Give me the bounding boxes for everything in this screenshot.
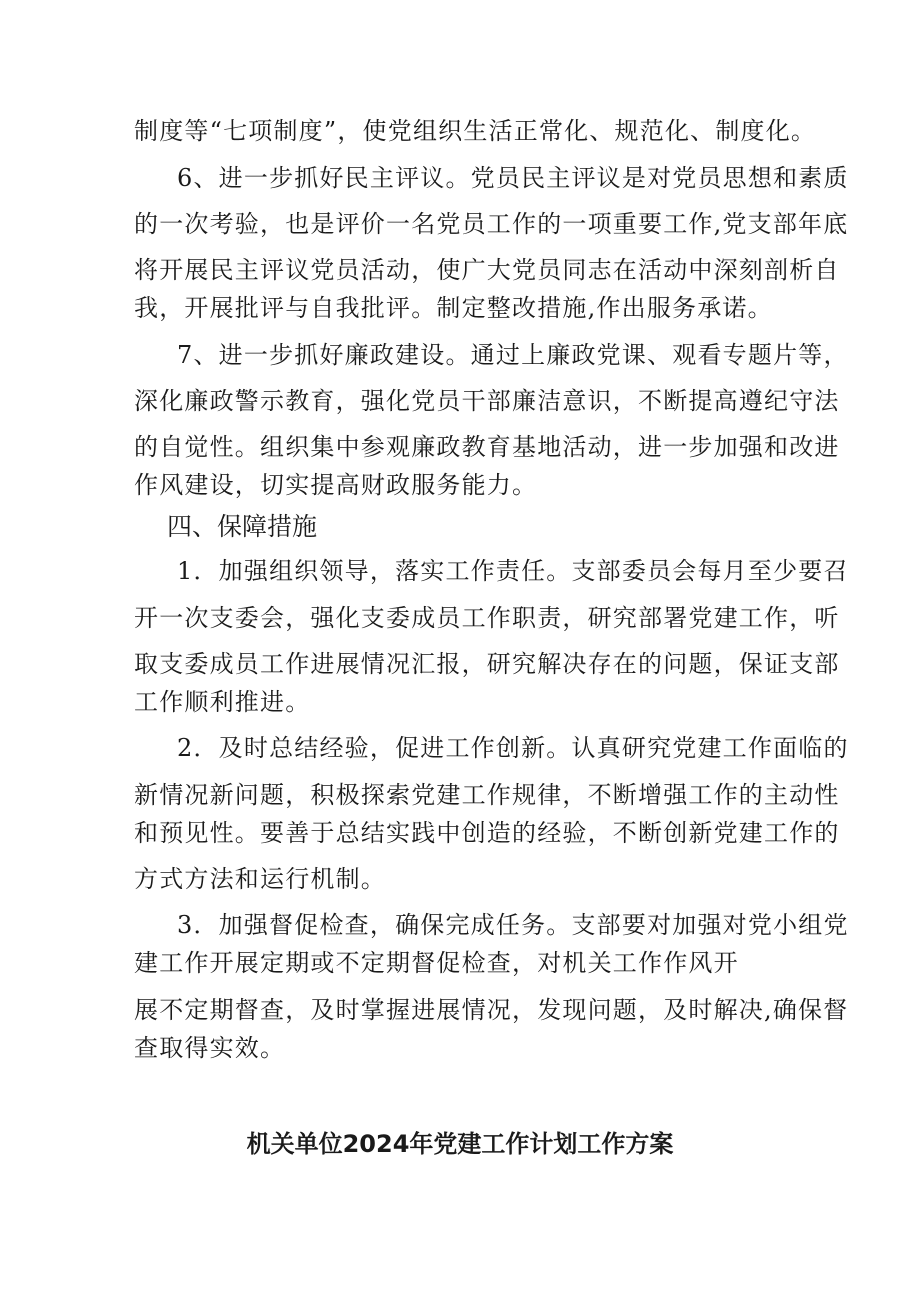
text-line: 建工作开展定期或不定期督促检查，对机关工作作风开 bbox=[134, 949, 739, 977]
text-line: 的自觉性。组织集中参观廉政教育基地活动，进一步加强和改进 bbox=[134, 433, 840, 461]
text-line: 2．及时总结经验，促进工作创新。认真研究党建工作面临的 bbox=[177, 734, 849, 762]
text-line: 作风建设，切实提高财政服务能力。 bbox=[134, 471, 538, 499]
text-line: 查取得实效。 bbox=[134, 1034, 286, 1062]
text-line: 和预见性。要善于总结实践中创造的经验，不断创新党建工作的 bbox=[134, 819, 840, 847]
text-line: 工作顺利推进。 bbox=[134, 688, 311, 716]
text-line: 6、进一步抓好民主评议。党员民主评议是对党员思想和素质 bbox=[177, 164, 849, 192]
text-line: 方式方法和运行机制。 bbox=[134, 865, 386, 893]
text-line: 取支委成员工作进展情况汇报，研究解决存在的问题，保证支部 bbox=[134, 650, 840, 678]
text-line: 开一次支委会，强化支委成员工作职责，研究部署党建工作，听 bbox=[134, 604, 840, 632]
text-line: 新情况新问题，积极探索党建工作规律，不断增强工作的主动性 bbox=[134, 781, 840, 809]
text-line: 将开展民主评议党员活动，使广大党员同志在活动中深刻剖析自 bbox=[134, 256, 840, 284]
text-line: 1．加强组织领导，落实工作责任。支部委员会每月至少要召 bbox=[177, 557, 849, 585]
text-line: 展不定期督查，及时掌握进展情况，发现问题，及时解决,确保督 bbox=[134, 996, 849, 1024]
text-line: 的一次考验，也是评价一名党员工作的一项重要工作,党支部年底 bbox=[134, 210, 849, 238]
text-line: 3．加强督促检查，确保完成任务。支部要对加强对党小组党 bbox=[177, 911, 849, 939]
document-title: 机关单位2024年党建工作计划工作方案 bbox=[246, 1130, 674, 1158]
text-line: 7、进一步抓好廉政建设。通过上廉政党课、观看专题片等， bbox=[177, 341, 849, 369]
section-heading: 四、保障措施 bbox=[167, 512, 318, 541]
text-line: 制度等“七项制度”，使党组织生活正常化、规范化、制度化。 bbox=[134, 117, 817, 145]
text-line: 深化廉政警示教育，强化党员干部廉洁意识，不断提高遵纪守法 bbox=[134, 387, 840, 415]
text-line: 我，开展批评与自我批评。制定整改措施,作出服务承诺。 bbox=[134, 294, 773, 322]
